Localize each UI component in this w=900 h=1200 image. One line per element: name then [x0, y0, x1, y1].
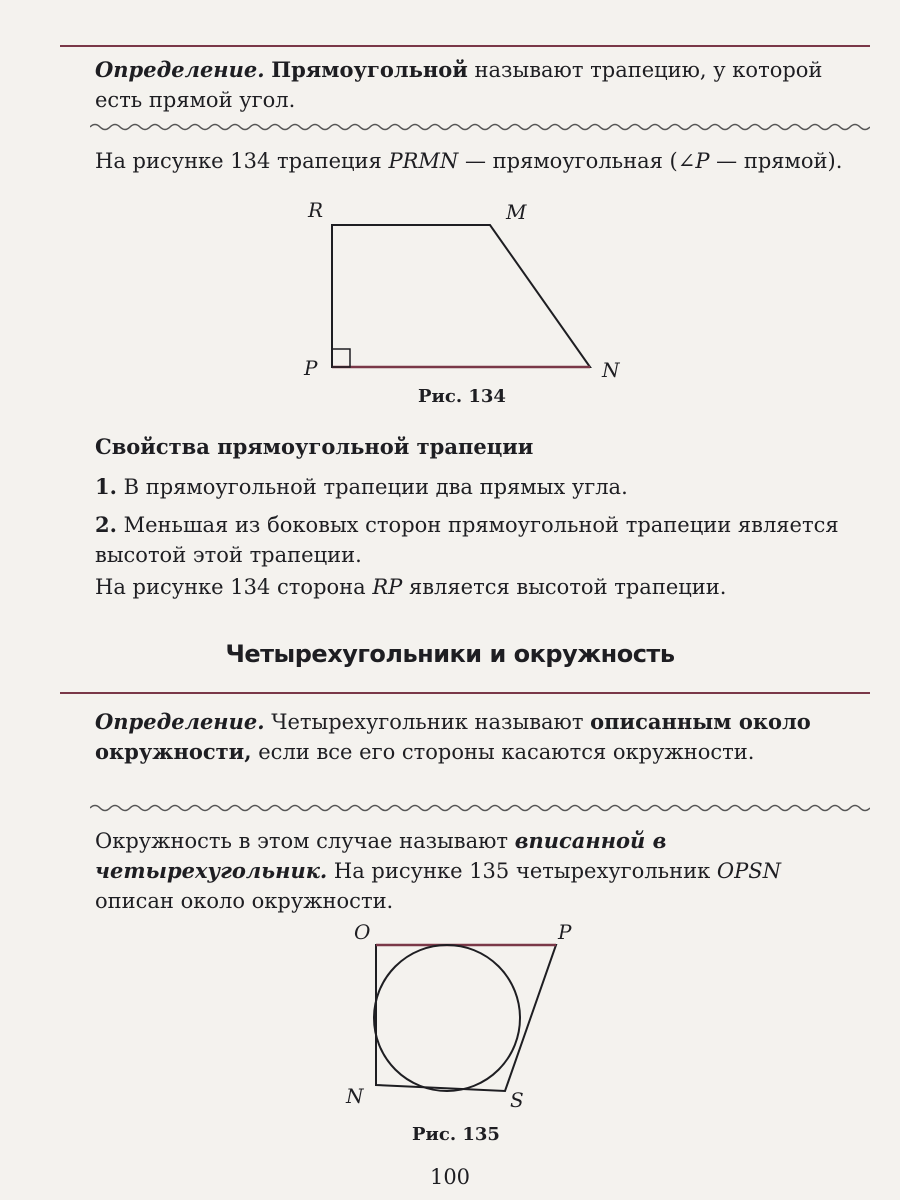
- text: На рисунке 134 трапеция: [95, 149, 389, 173]
- text: — прямой).: [709, 149, 843, 173]
- side-name: RP: [372, 575, 403, 599]
- right-angle-mark: [332, 349, 350, 367]
- definition-label: Определение.: [95, 57, 265, 82]
- angle-name: P: [695, 149, 710, 173]
- definition-wavy-divider: [90, 122, 870, 132]
- definition-top-rule: [60, 45, 870, 47]
- vertex-label-n: N: [346, 1084, 364, 1108]
- definition-label: Определение.: [95, 709, 265, 734]
- inscribed-term: вписанной в четырехугольник.: [95, 828, 667, 883]
- definition2-wavy-divider: [90, 803, 870, 813]
- properties-note: [95, 572, 865, 602]
- vertex-label-o: O: [354, 920, 371, 944]
- text: Четырехугольник называют: [264, 710, 591, 734]
- vertex-label-p: P: [558, 920, 572, 944]
- text: если все его стороны касаются окружности.: [251, 740, 755, 764]
- vertex-label-n: N: [602, 358, 620, 382]
- vertex-label-p: P: [304, 356, 318, 380]
- figure-135-caption: Рис. 135: [412, 1124, 500, 1145]
- vertex-label-s: S: [510, 1088, 524, 1112]
- definition-circumscribed-quadrilateral: [95, 707, 865, 767]
- definition-term: Прямоугольной: [271, 57, 468, 82]
- text: Окружность в этом случае называют: [95, 829, 515, 853]
- property-number: 1.: [95, 474, 117, 499]
- definition2-top-rule: [60, 692, 870, 694]
- text: На рисунке 134 сторона: [95, 575, 373, 599]
- definition-text: называют трапецию, у которой есть прямой угол.: [95, 58, 823, 112]
- paragraph-figure-135-intro: [95, 826, 865, 916]
- vertex-label-r: R: [308, 198, 324, 222]
- definition-rectangular-trapezoid: [95, 55, 865, 115]
- text: — прямоугольная (∠: [458, 149, 696, 173]
- property-item-1: [95, 472, 865, 502]
- figure-134-caption: Рис. 134: [418, 386, 506, 407]
- vertex-label-m: M: [506, 200, 527, 224]
- property-text: Меньшая из боковых сторон прямоугольной трапеции является высотой этой трапеции.: [95, 513, 839, 567]
- text: является высотой трапеции.: [402, 575, 727, 599]
- text: На рисунке 135 четырехугольник: [327, 859, 717, 883]
- property-number: 2.: [95, 512, 117, 537]
- quadrilateral-name: OPSN: [716, 859, 781, 883]
- figure-135-circumscribed-quadrilateral: [340, 915, 600, 1115]
- page-number: 100: [429, 1165, 471, 1189]
- definition-term: описанным около окружности,: [95, 709, 811, 764]
- paragraph-figure-134-intro: [95, 146, 865, 176]
- trapezoid-name: PRMN: [388, 149, 459, 173]
- figure-134-trapezoid: [290, 195, 640, 385]
- inscribed-circle: [374, 945, 520, 1091]
- section-heading: Четырехугольники и окружность: [225, 640, 675, 668]
- properties-title: Свойства прямоугольной трапеции: [95, 434, 534, 459]
- property-item-2: [95, 510, 865, 570]
- text: описан около окружности.: [95, 889, 394, 913]
- property-text: В прямоугольной трапеции два прямых угла.: [116, 475, 628, 499]
